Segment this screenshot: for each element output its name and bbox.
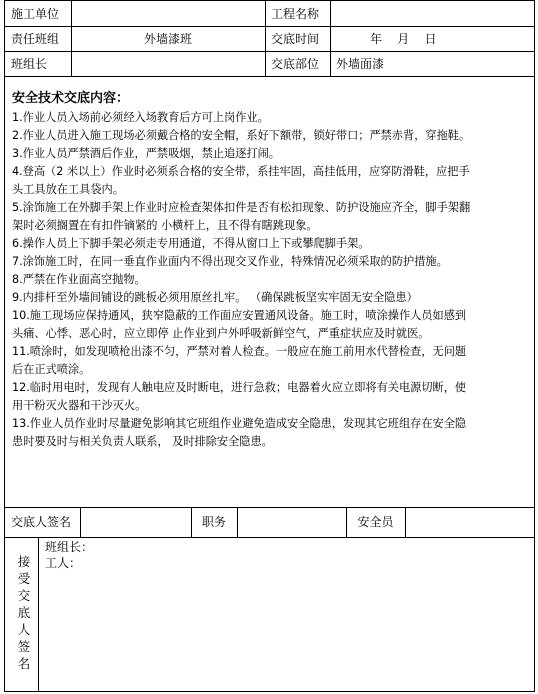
project-name-label: 工程名称 [271, 6, 320, 21]
presenter-signature-field[interactable] [80, 507, 191, 537]
handover-time-label: 交底时间 [271, 31, 320, 46]
team-value[interactable]: 外墙漆班 [143, 31, 192, 46]
safety-item-line: 4.登高（2 米以上）作业时必须系合格的安全带，系挂牢固，高挂低用，应穿防滑鞋，应把手 [12, 165, 470, 178]
safety-item-line: 架时必须搁置在有扣件镝紧的 小横杆上，且不得有瞎跳现象。 [12, 219, 318, 232]
safety-item-line: 1.作业人员入场前必须经入场教育后方可上岗作业。 [12, 111, 269, 124]
safety-item-line: 8.严禁在作业面高空抛物。 [12, 273, 146, 286]
col-divider [38, 537, 39, 692]
safety-item-line: 头痛、心悸、恶心时，应立即停 止作业到户外呼吸新鲜空气，严重症状应及时就医。 [12, 327, 430, 340]
receiver-worker-label: 工人： [45, 556, 82, 570]
receiver-team-leader-label: 班组长： [45, 540, 94, 554]
safety-item-line: 3.作业人员严禁酒后作业，严禁吸烟，禁止追逐打闹。 [12, 147, 280, 160]
receiver-signature-area[interactable] [100, 539, 530, 689]
handover-time-value[interactable]: 年 月 日 [370, 31, 437, 46]
row-divider [5, 76, 534, 77]
safety-officer-label: 安全员 [357, 515, 394, 529]
project-name-value[interactable] [336, 1, 532, 26]
safety-item-line: 10.施工现场应保持通风，狭窄隐蔽的工作面应安置通风设备。施工时，喷涂操作人员如感到 [12, 309, 467, 322]
content-title: 安全技术交底内容： [12, 91, 130, 106]
construction-unit-value[interactable] [71, 1, 265, 26]
position-label: 职务 [201, 515, 226, 529]
safety-item-line: 9.内排杆至外墙间铺设的跳板必须用原丝扎牢。 （确保跳板坚实牢固无安全隐患） [12, 291, 418, 304]
position-field[interactable] [237, 507, 346, 537]
safety-briefing-form [4, 0, 535, 692]
row-divider [5, 537, 534, 538]
safety-item-line: 11.喷涂时，如发现喷枪出漆不匀，严禁对着人检查。一般应在施工前用水代替检查，无问题 [12, 345, 467, 358]
safety-item-line: 12.临时用电时，发现有人触电应及时断电，进行急救；电器着火应立即将有关电源切断，使 [12, 381, 467, 394]
safety-item-line: 2.作业人员进入施工现场必须戴合格的安全帽，系好下额带，锁好带口；严禁赤背，穿拖鞋。 [12, 129, 471, 142]
handover-location-value[interactable]: 外墙面漆 [336, 56, 385, 71]
col-divider [330, 1, 331, 76]
safety-item-line: 5.涂饰施工在外脚手架上作业时应检查架体扣件是否有松扣现象、防护设施应齐全，脚手架翻 [12, 201, 471, 214]
safety-item-line: 后在正式喷涂。 [12, 363, 91, 376]
safety-item-line: 13.作业人员作业时尽量避免影响其它班组作业避免造成安全隐患，发现其它班组存在安全隐 [12, 417, 467, 430]
safety-officer-field[interactable] [405, 507, 534, 537]
receiver-signature-label: 接受交底人签名 [17, 554, 31, 671]
team-leader-label: 班组长 [11, 56, 48, 71]
presenter-signature-label: 交底人签名 [11, 515, 72, 529]
handover-location-label: 交底部位 [271, 56, 320, 71]
team-label: 责任班组 [11, 31, 60, 46]
construction-unit-label: 施工单位 [11, 6, 60, 21]
safety-items-list [12, 109, 534, 451]
safety-item-line: 患时要及时与相关负责人联系， 及时排除安全隐患。 [12, 435, 273, 448]
col-divider [265, 1, 266, 76]
safety-item-line: 7.涂饰施工时，在同一垂直作业面内不得出现交叉作业，特殊情况必须采取的防护措施。 [12, 255, 448, 268]
safety-item-line: 头工具放在工具袋内。 [12, 183, 124, 196]
team-leader-value[interactable] [77, 51, 263, 76]
safety-item-line: 6.操作人员上下脚手架必须走专用通道，不得从窗口上下或攀爬脚手架。 [12, 237, 370, 250]
safety-item-line: 用干粉灭火器和干沙灭火。 [12, 399, 147, 412]
